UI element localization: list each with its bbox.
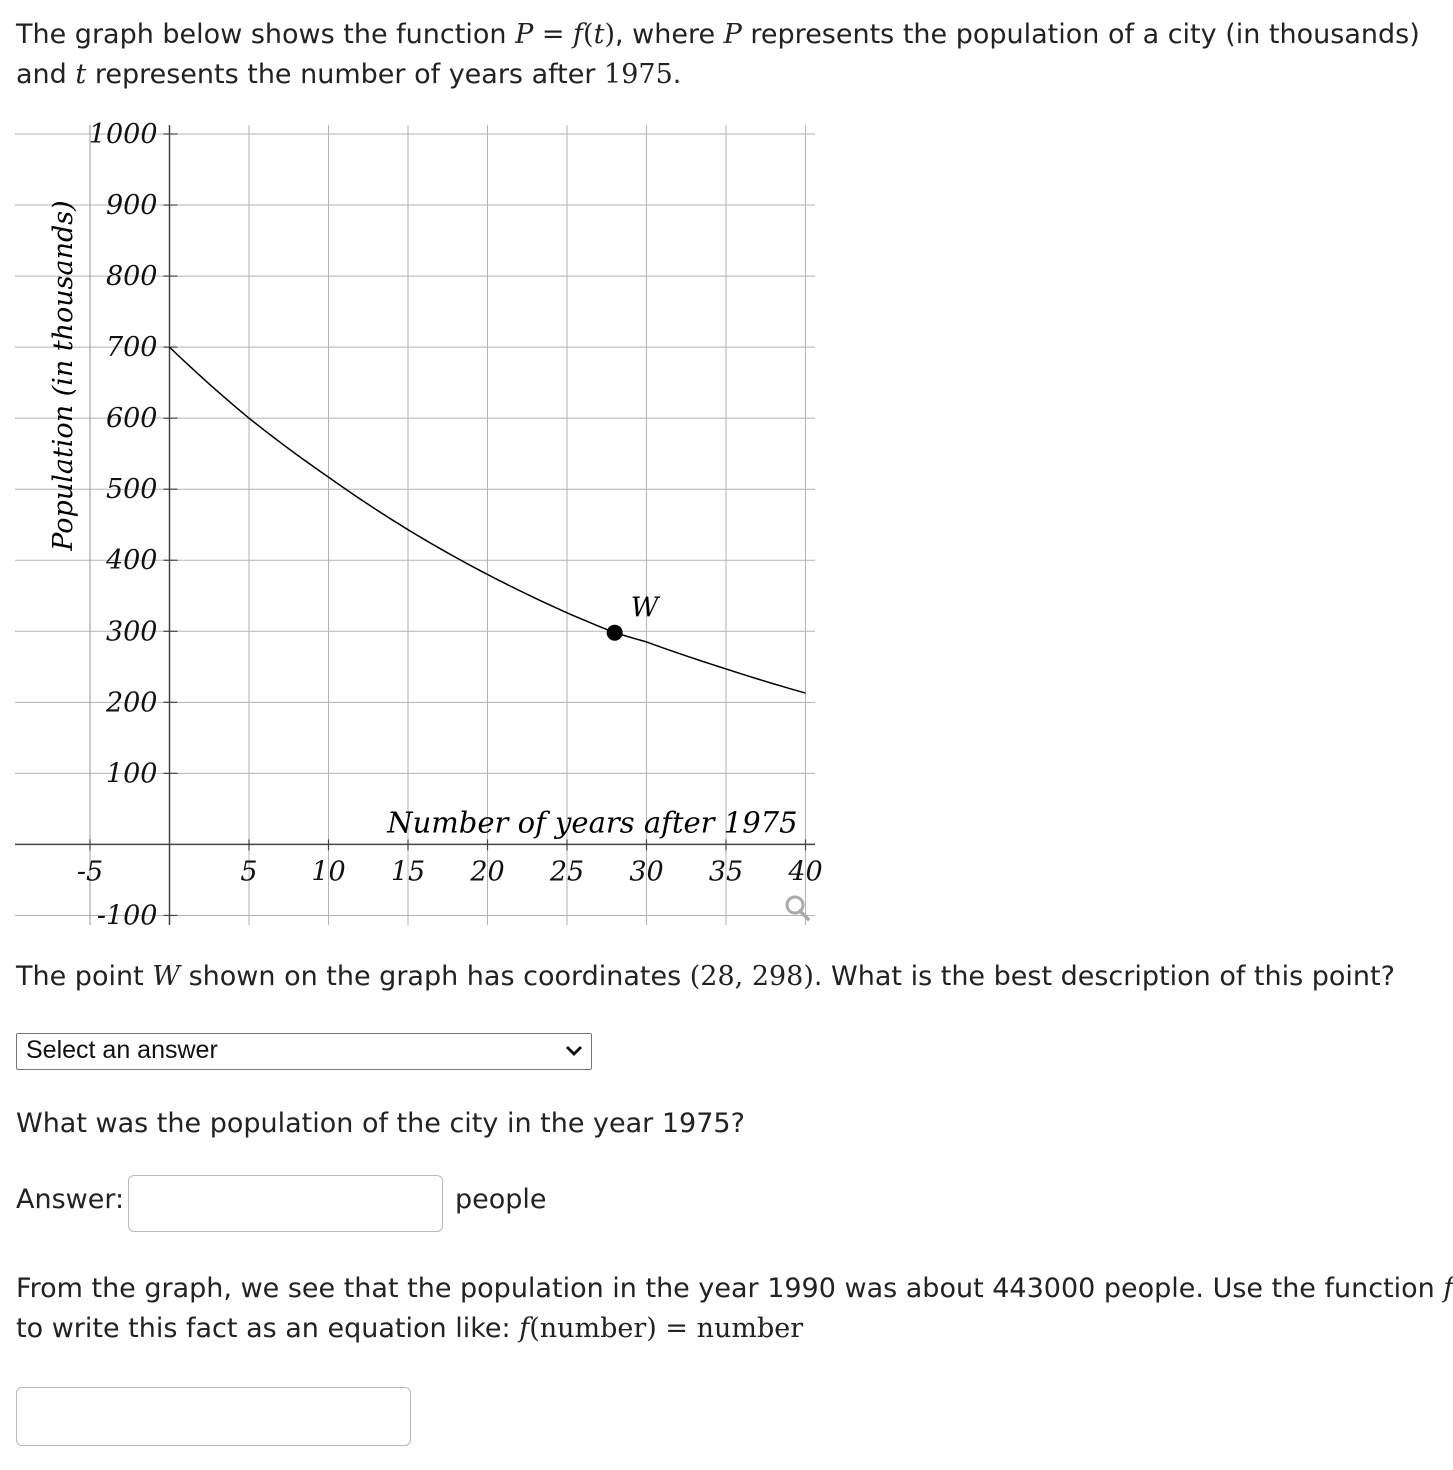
y-tick-label-1: 900 [105, 190, 158, 222]
y-tick-label-4: 600 [105, 403, 158, 435]
x-tick-label-6: 30 [629, 856, 664, 888]
x-tick-label-0: -5 [76, 856, 104, 888]
y-tick-label-6: 400 [105, 545, 158, 577]
intro-text: The graph below shows the function P = f(t), where P represents the population of a city (in thousands) and t represents the number of years after 1975. [16, 19, 1420, 90]
population-graph [0, 115, 830, 930]
x-tick-label-7: 35 [708, 856, 744, 888]
answer-select-value: Select an answer [26, 1036, 218, 1064]
question-equation: From the graph, we see that the population in the year 1990 was about 443000 people. Use the function f to write this fact as an equation like: f(number) = number [16, 1273, 1453, 1344]
question-point-w: The point W shown on the graph has coordinates (28, 298). What is the best description of this point? [16, 961, 1395, 992]
x-axis-label: Number of years after 1975 [387, 805, 798, 840]
y-tick-label-7: 300 [105, 616, 158, 648]
y-tick-label-9: 100 [105, 758, 158, 790]
y-tick-label-0: 1000 [88, 119, 158, 150]
y-tick-label-3: 700 [105, 332, 158, 364]
question-population-1975: What was the population of the city in the year 1975? [16, 1108, 745, 1139]
x-tick-label-2: 10 [311, 856, 346, 888]
y-tick-label-2: 800 [105, 261, 158, 293]
x-tick-label-1: 5 [240, 856, 258, 888]
answer-input[interactable] [128, 1175, 443, 1232]
point-w [607, 625, 623, 641]
chevron-down-icon [565, 1045, 583, 1057]
equation-input[interactable] [16, 1387, 411, 1446]
answer-select[interactable] [16, 1033, 592, 1070]
x-tick-label-8: 40 [788, 856, 823, 888]
x-tick-label-3: 15 [390, 856, 426, 888]
x-tick-label-4: 20 [470, 856, 505, 888]
y-axis-label: Population (in thousands) [48, 200, 79, 551]
answer-label: Answer: [16, 1184, 125, 1215]
y-tick-label-10: -100 [96, 900, 158, 932]
x-tick-label-5: 25 [549, 856, 585, 888]
answer-unit: people [455, 1184, 547, 1215]
point-w-label: W [630, 592, 659, 624]
y-tick-label-5: 500 [105, 474, 158, 506]
y-tick-label-8: 200 [105, 687, 158, 719]
